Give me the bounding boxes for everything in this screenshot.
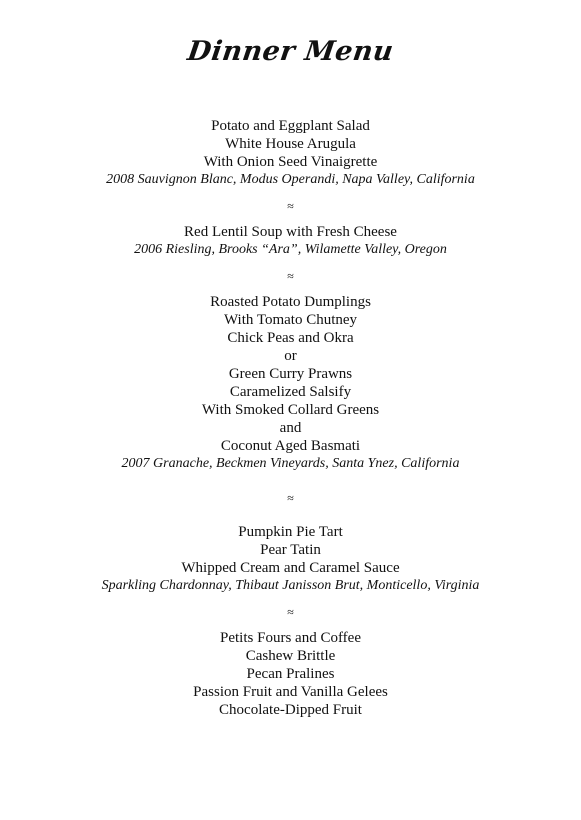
course-separator: ≈ [287, 269, 294, 283]
dish-line: or [284, 348, 297, 364]
dish-line: Potato and Eggplant Salad [211, 118, 370, 134]
dish-line: Chick Peas and Okra [227, 330, 354, 346]
dish-line: With Tomato Chutney [223, 312, 358, 328]
wine-pairing: Sparkling Chardonnay, Thibaut Janisson Brut, Monticello, Virginia [101, 578, 480, 593]
dish-line: Pecan Pralines [246, 666, 335, 682]
dish-line: Pumpkin Pie Tart [238, 524, 343, 540]
course-separator: ≈ [287, 491, 294, 505]
wine-pairing: 2008 Sauvignon Blanc, Modus Operandi, Napa Valley, California [106, 172, 475, 187]
dish-line: Chocolate-Dipped Fruit [219, 702, 362, 718]
dish-line: Whipped Cream and Caramel Sauce [181, 560, 400, 576]
dish-line: Coconut Aged Basmati [220, 438, 361, 454]
wine-pairing: 2006 Riesling, Brooks “Ara”, Wilamette Valley, Oregon [134, 242, 447, 257]
dish-line: Caramelized Salsify [229, 384, 352, 400]
wine-pairing: 2007 Granache, Beckmen Vineyards, Santa Ynez, California [121, 456, 460, 471]
dish-line: Cashew Brittle [245, 648, 336, 664]
dish-line: With Onion Seed Vinaigrette [203, 154, 378, 170]
dish-line: Red Lentil Soup with Fresh Cheese [184, 224, 397, 240]
dish-line: White House Arugula [225, 136, 356, 152]
menu-title: Dinner Menu [185, 36, 396, 67]
course-separator: ≈ [287, 199, 294, 213]
dish-line: Green Curry Prawns [228, 366, 353, 382]
dish-line: With Smoked Collard Greens [201, 402, 380, 418]
course-separator: ≈ [287, 605, 294, 619]
course-salad [0, 117, 581, 189]
dish-line: Roasted Potato Dumplings [210, 294, 371, 310]
course-petits-fours [0, 629, 581, 719]
dish-line: Pear Tatin [260, 542, 321, 558]
dish-line: and [279, 420, 302, 436]
dish-line: Passion Fruit and Vanilla Gelees [193, 684, 388, 700]
course-dessert [0, 523, 581, 595]
course-main [0, 293, 581, 473]
dish-line: Petits Fours and Coffee [220, 630, 361, 646]
menu-body [0, 117, 581, 719]
course-soup [0, 223, 581, 259]
